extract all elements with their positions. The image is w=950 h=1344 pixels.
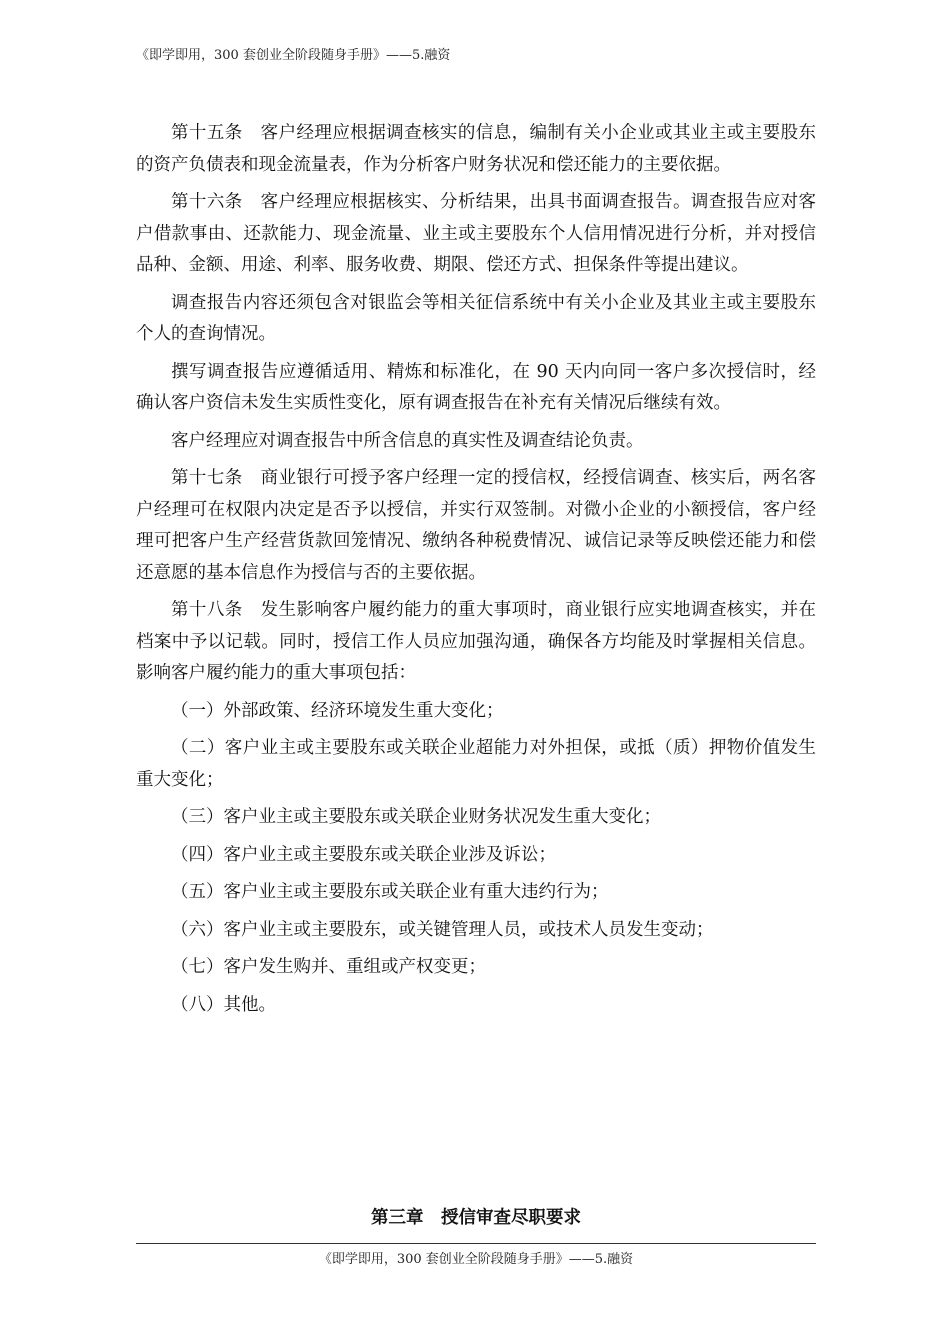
list-item-6: （六）客户业主或主要股东，或关键管理人员，或技术人员发生变动； xyxy=(171,919,714,940)
document-body xyxy=(136,118,816,1027)
manager-responsibility-paragraph: 客户经理应对调查报告中所含信息的真实性及调查结论负责。 xyxy=(171,430,644,451)
chapter-heading: 第三章 授信审查尽职要求 xyxy=(371,1208,581,1228)
list-item-8: （八）其他。 xyxy=(171,994,276,1015)
footer-divider xyxy=(136,1243,816,1244)
article-16-paragraph: 第十六条 客户经理应根据核实、分析结果，出具书面调查报告。调查报告应对客户借款事由、还款能力、现金流量、业主或主要股东个人信用情况进行分析，并对授信品种、金额、用途、利率、服务收费、期限、偿还方式、担保条件等提出建议。 xyxy=(136,192,816,275)
list-item-1: （一）外部政策、经济环境发生重大变化； xyxy=(171,700,504,721)
list-item-3: （三）客户业主或主要股东或关联企业财务状况发生重大变化； xyxy=(171,807,661,827)
page-footer: 《即学即用，300 套创业全阶段随身手册》——5.融资 xyxy=(318,1252,634,1267)
article-18-paragraph: 第十八条 发生影响客户履约能力的重大事项时，商业银行应实地调查核实，并在档案中予以记载。同时，授信工作人员应加强沟通，确保各方均能及时掌握相关信息。影响客户履约能力的重大事项包括： xyxy=(136,600,816,683)
report-content-paragraph: 调查报告内容还须包含对银监会等相关征信系统中有关小企业及其业主或主要股东个人的查询情况。 xyxy=(136,292,816,344)
list-item-2: （二）客户业主或主要股东或关联企业超能力对外担保，或抵（质）押物价值发生重大变化； xyxy=(136,738,816,790)
report-writing-paragraph: 撰写调查报告应遵循适用、精炼和标准化，在 90 天内向同一客户多次授信时，经确认客户资信未发生实质性变化，原有调查报告在补充有关情况后继续有效。 xyxy=(136,361,816,413)
list-item-4: （四）客户业主或主要股东或关联企业涉及诉讼； xyxy=(171,844,556,865)
article-15-paragraph: 第十五条 客户经理应根据调查核实的信息，编制有关小企业或其业主或主要股东的资产负债表和现金流量表，作为分析客户财务状况和偿还能力的主要依据。 xyxy=(136,123,816,175)
list-item-5: （五）客户业主或主要股东或关联企业有重大违约行为； xyxy=(171,882,609,902)
page-header: 《即学即用，300 套创业全阶段随身手册》——5.融资 xyxy=(136,48,451,63)
list-item-7: （七）客户发生购并、重组或产权变更； xyxy=(171,957,486,977)
article-17-paragraph: 第十七条 商业银行可授予客户经理一定的授信权，经授信调查、核实后，两名客户经理可在权限内决定是否予以授信，并实行双签制。对微小企业的小额授信，客户经理可把客户生产经营货款回笼情况、缴纳各种税费情况、诚信记录等反映偿还能力和偿还意愿的基本信息作为授信与否的主要依据。 xyxy=(136,468,816,583)
